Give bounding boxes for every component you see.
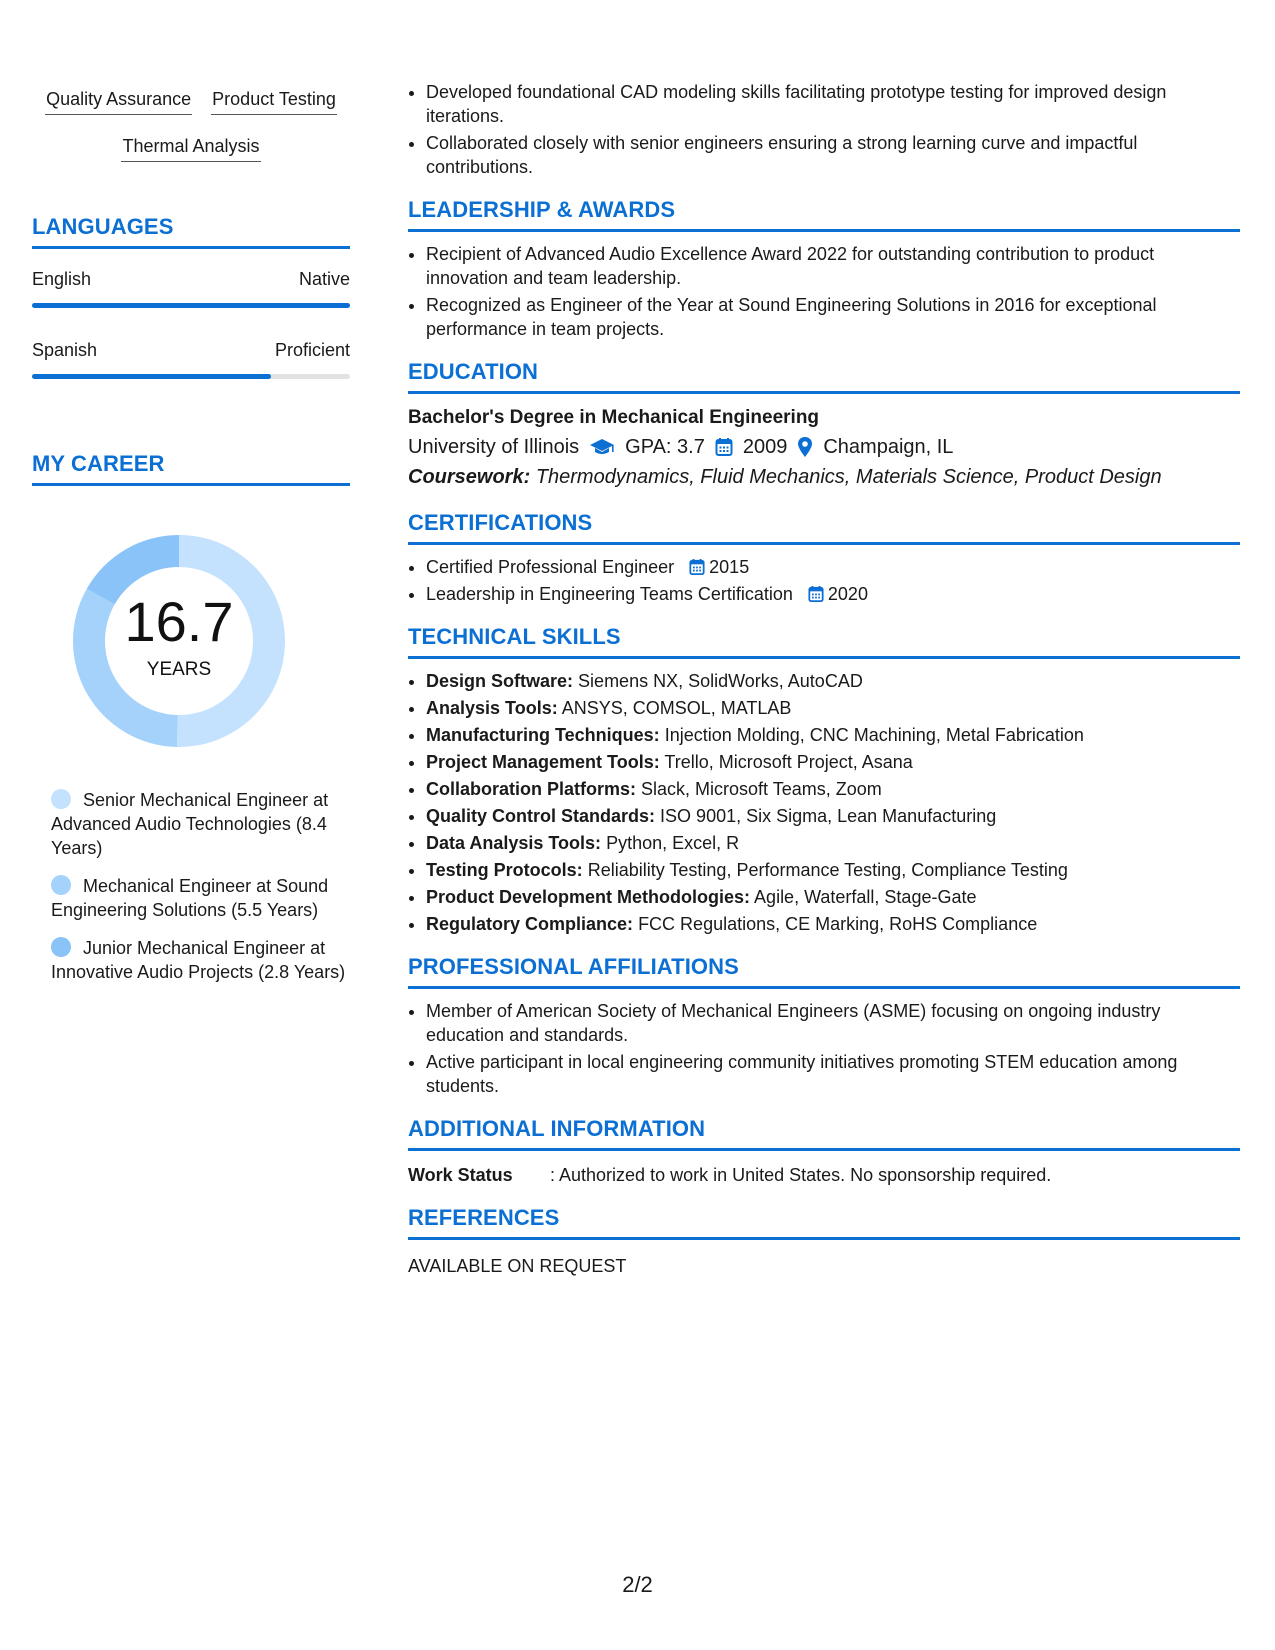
calendar-icon xyxy=(689,558,705,576)
legend-dot xyxy=(51,937,71,957)
skill-tag: Thermal Analysis xyxy=(121,133,260,162)
experience-bullet: • Collaborated closely with senior engineers ensuring a strong learning curve and impactful contributions. xyxy=(426,131,1240,179)
skill-tag: Quality Assurance xyxy=(45,86,192,115)
skill-label: Design Software: xyxy=(426,671,574,691)
career-legend-item xyxy=(51,874,350,922)
skill-item xyxy=(426,750,1240,774)
certification-name: Leadership in Engineering Teams Certification xyxy=(426,584,793,604)
language-english xyxy=(32,267,350,308)
skill-item xyxy=(426,912,1240,936)
page-number: 2/2 xyxy=(622,1572,653,1597)
degree-title: Bachelor's Degree in Mechanical Engineering xyxy=(408,407,820,428)
skill-label: Collaboration Platforms: xyxy=(426,779,637,799)
certifications-list xyxy=(408,555,1240,606)
work-status-label: Work Status xyxy=(408,1165,513,1185)
gpa: GPA: 3.7 xyxy=(625,436,705,458)
calendar-icon xyxy=(808,585,824,603)
graduation-cap-icon xyxy=(589,437,615,457)
skill-value: ANSYS, COMSOL, MATLAB xyxy=(561,698,792,718)
certification-name: Certified Professional Engineer xyxy=(426,557,675,577)
legend-dot xyxy=(51,789,71,809)
education-entry xyxy=(408,404,1240,492)
additional-info-heading: ADDITIONAL INFORMATION xyxy=(408,1116,1240,1151)
skill-label: Product Development Methodologies: xyxy=(426,887,751,907)
career-legend-text: Junior Mechanical Engineer at Innovative Audio Projects (2.8 Years) xyxy=(51,938,346,982)
sidebar xyxy=(32,80,350,998)
skill-label: Quality Control Standards: xyxy=(426,806,656,826)
skill-item xyxy=(426,885,1240,909)
references-text: AVAILABLE ON REQUEST xyxy=(408,1256,627,1276)
references-heading: REFERENCES xyxy=(408,1205,1240,1240)
coursework-label: Coursework: xyxy=(408,466,531,488)
career-legend xyxy=(32,788,350,984)
skill-item xyxy=(426,858,1240,882)
language-name: English xyxy=(32,269,92,289)
main-content xyxy=(408,80,1240,1278)
school-location: Champaign, IL xyxy=(823,436,954,458)
career-legend-item xyxy=(51,788,350,860)
career-heading: MY CAREER xyxy=(32,451,350,486)
skill-value: Trello, Microsoft Project, Asana xyxy=(664,752,913,772)
certification-item xyxy=(426,582,1240,606)
affiliation-item: • Member of American Society of Mechanical Engineers (ASME) focusing on ongoing industry education and standards. xyxy=(426,999,1240,1047)
affiliations-heading: PROFESSIONAL AFFILIATIONS xyxy=(408,954,1240,989)
career-years-label: YEARS xyxy=(146,659,212,680)
skill-label: Project Management Tools: xyxy=(426,752,660,772)
skill-label: Analysis Tools: xyxy=(426,698,558,718)
skill-value: Reliability Testing, Performance Testing, Compliance Testing xyxy=(587,860,1068,880)
certification-year: 2020 xyxy=(827,584,868,604)
technical-skills-heading: TECHNICAL SKILLS xyxy=(408,624,1240,659)
technical-skills-list xyxy=(408,669,1240,936)
leadership-item: • Recognized as Engineer of the Year at Sound Engineering Solutions in 2016 for exceptional performance in team projects. xyxy=(426,293,1240,341)
skill-value: Agile, Waterfall, Stage-Gate xyxy=(754,887,977,907)
skill-label: Regulatory Compliance: xyxy=(426,914,634,934)
language-level: Native xyxy=(298,269,350,289)
career-legend-item xyxy=(51,936,350,984)
skill-value: ISO 9001, Six Sigma, Lean Manufacturing xyxy=(660,806,997,826)
affiliations-list xyxy=(408,999,1240,1098)
work-status-value: : Authorized to work in United States. No sponsorship required. xyxy=(550,1165,1052,1185)
certifications-heading: CERTIFICATIONS xyxy=(408,510,1240,545)
career-total-years: 16.7 xyxy=(124,590,234,653)
legend-dot xyxy=(51,875,71,895)
skill-item xyxy=(426,723,1240,747)
skill-value: FCC Regulations, CE Marking, RoHS Compliance xyxy=(638,914,1038,934)
skill-label: Data Analysis Tools: xyxy=(426,833,602,853)
education-details xyxy=(408,432,1240,462)
leadership-item: • Recipient of Advanced Audio Excellence Award 2022 for outstanding contribution to product innovation and team leadership. xyxy=(426,242,1240,290)
work-status-row xyxy=(408,1163,1240,1187)
skill-item xyxy=(426,696,1240,720)
certification-item xyxy=(426,555,1240,579)
skill-value: Siemens NX, SolidWorks, AutoCAD xyxy=(578,671,863,691)
skill-tag: Product Testing xyxy=(211,86,337,115)
location-pin-icon xyxy=(797,436,813,458)
skill-value: Injection Molding, CNC Machining, Metal Fabrication xyxy=(664,725,1084,745)
skill-item xyxy=(426,804,1240,828)
coursework-list: Thermodynamics, Fluid Mechanics, Materials Science, Product Design xyxy=(535,466,1162,488)
language-bar-fill xyxy=(32,303,350,308)
affiliation-item: • Active participant in local engineering community initiatives promoting STEM education among students. xyxy=(426,1050,1240,1098)
calendar-icon xyxy=(715,437,733,457)
language-level: Proficient xyxy=(274,340,350,360)
coursework xyxy=(408,462,1240,492)
skill-value: Python, Excel, R xyxy=(606,833,740,853)
skill-label: Testing Protocols: xyxy=(426,860,583,880)
skill-tags xyxy=(32,80,350,174)
language-name: Spanish xyxy=(32,340,98,360)
skill-value: Slack, Microsoft Teams, Zoom xyxy=(641,779,882,799)
career-donut-chart xyxy=(66,528,292,754)
experience-bullets xyxy=(408,80,1240,179)
language-bar-fill xyxy=(32,374,271,379)
school-name: University of Illinois xyxy=(408,436,580,458)
education-heading: EDUCATION xyxy=(408,359,1240,394)
leadership-heading: LEADERSHIP & AWARDS xyxy=(408,197,1240,232)
languages-heading: LANGUAGES xyxy=(32,214,350,249)
graduation-year: 2009 xyxy=(742,436,788,458)
certification-year: 2015 xyxy=(709,557,750,577)
skill-item xyxy=(426,777,1240,801)
language-spanish xyxy=(32,338,350,379)
skill-label: Manufacturing Techniques: xyxy=(426,725,660,745)
leadership-list xyxy=(408,242,1240,341)
language-bar xyxy=(32,374,350,379)
skill-item xyxy=(426,831,1240,855)
experience-bullet: • Developed foundational CAD modeling skills facilitating prototype testing for improved design iterations. xyxy=(426,80,1240,128)
skill-item xyxy=(426,669,1240,693)
language-bar xyxy=(32,303,350,308)
career-legend-text: Mechanical Engineer at Sound Engineering Solutions (5.5 Years) xyxy=(51,876,329,920)
career-legend-text: Senior Mechanical Engineer at Advanced Audio Technologies (8.4 Years) xyxy=(51,790,329,858)
